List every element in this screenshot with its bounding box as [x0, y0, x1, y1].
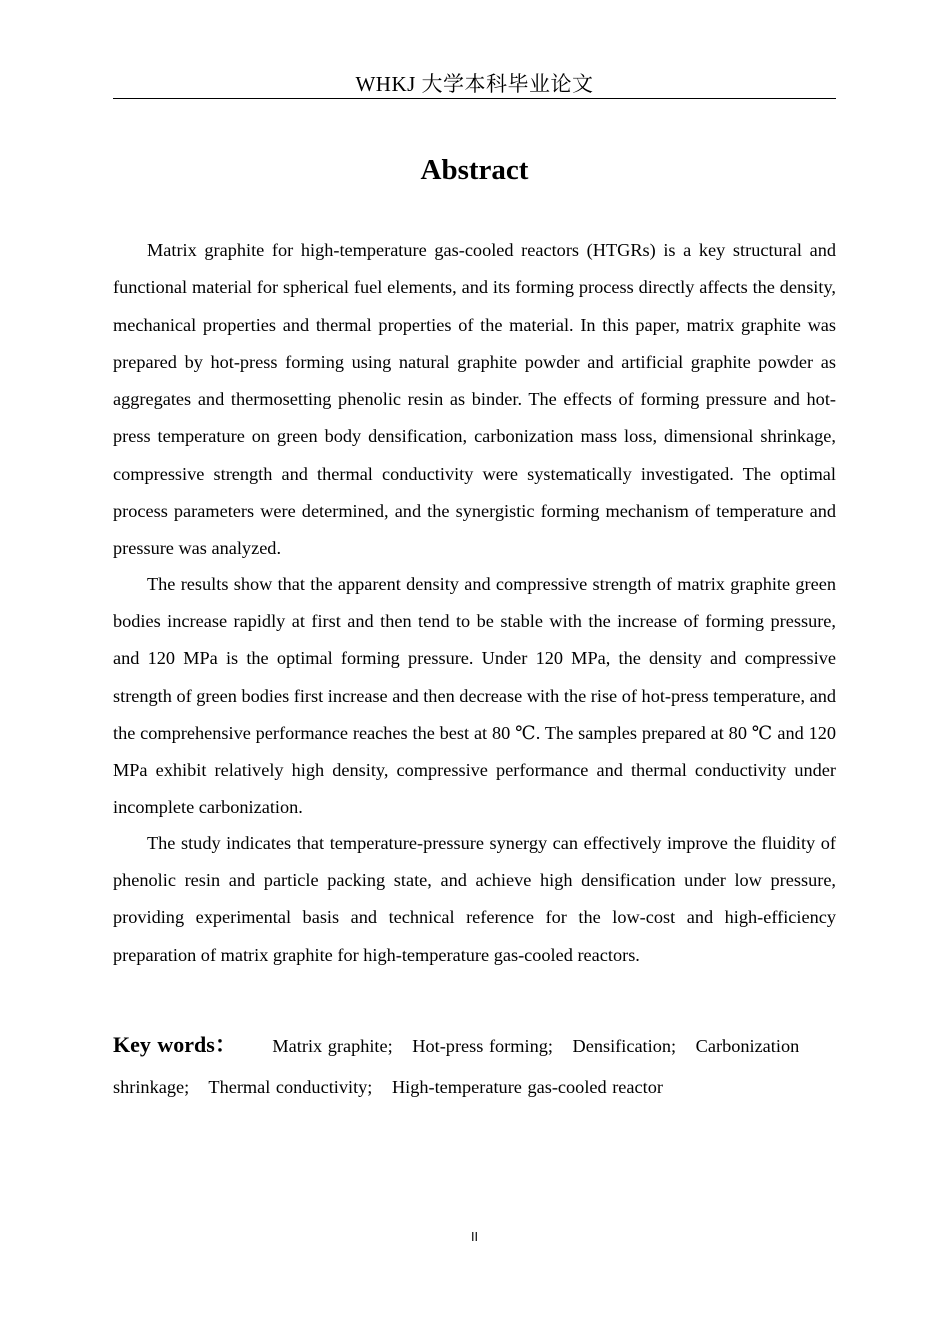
keyword-item: Matrix graphite; — [272, 1036, 393, 1056]
keyword-item: High-temperature gas-cooled reactor — [391, 1077, 663, 1097]
keyword-item: Densification; — [572, 1036, 677, 1056]
keywords — [113, 1024, 836, 1108]
abstract-paragraph-2: The results show that the apparent density and compressive strength of matrix graphite green bodies increase rapidly at first and then tend to be stable with the increase of forming pressure, and 120 MPa is the optimal forming pressure. Under 120 MPa, the density and compressive strength of green bodies first increase and then decrease with the rise of hot-press temperature, and the comprehensive performance reaches the best at 80 ℃. The samples prepared at 80 ℃ and 120 MPa exhibit relatively high density, compressive performance and thermal conductivity under incomplete carbonization. — [113, 573, 836, 818]
page-header: WHKJ 大学本科毕业论文 — [355, 72, 594, 96]
abstract-body — [113, 232, 836, 974]
keywords-label: Key words： — [113, 1032, 237, 1057]
abstract-title: Abstract — [420, 154, 529, 186]
keyword-item: Carbonization shrinkage; — [113, 1036, 800, 1097]
abstract-paragraph-3: The study indicates that temperature-pressure synergy can effectively improve the fluidity of phenolic resin and particle packing state, and achieve high densification under low pressure, providing experimental basis and technical reference for the low-cost and high-efficiency preparation of matrix graphite for high-temperature gas-cooled reactors. — [113, 832, 836, 965]
keyword-item: Hot-press forming; — [412, 1036, 553, 1056]
header-rule — [113, 98, 836, 99]
abstract-paragraph-1: Matrix graphite for high-temperature gas-cooled reactors (HTGRs) is a key structural and functional material for spherical fuel elements, and its forming process directly affects the density, mechanical properties and thermal properties of the material. In this paper, matrix graphite was prepared by hot-press forming using natural graphite powder and artificial graphite powder as aggregates and thermosetting phenolic resin as binder. The effects of forming pressure and hot-press temperature on green body densification, carbonization mass loss, dimensional shrinkage, compressive strength and thermal conductivity were systematically investigated. The optimal process parameters were determined, and the synergistic forming mechanism of temperature and pressure was analyzed. — [113, 240, 836, 559]
keyword-item: Thermal conductivity; — [208, 1077, 373, 1097]
page-number: II — [470, 1230, 479, 1244]
